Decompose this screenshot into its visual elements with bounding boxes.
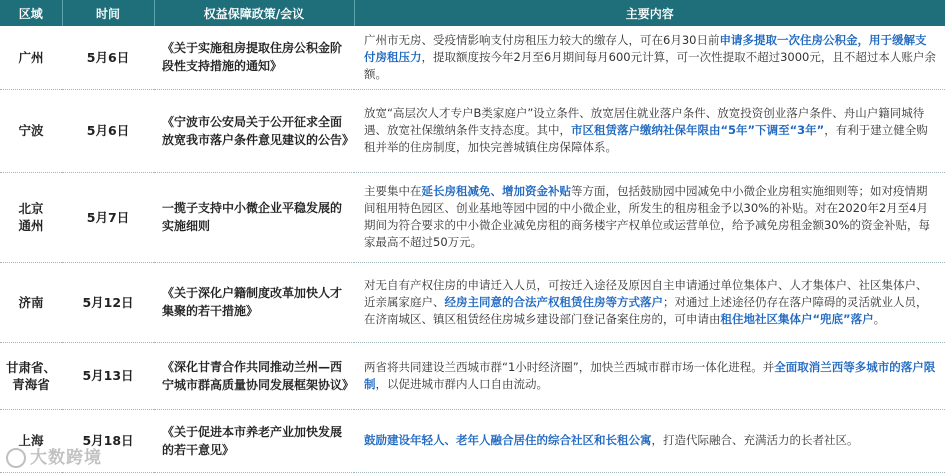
table-row — [0, 172, 945, 262]
row-policy: 《深化甘青合作共同推动兰州—西宁城市群高质量协同发展框架协议》 — [154, 342, 354, 409]
row-region: 广州 — [0, 26, 62, 89]
table-row — [0, 89, 945, 172]
row-date: 5月13日 — [62, 342, 154, 409]
highlight-text: 申请多提取一次住房公积金，用于缓解支付房租压力 — [364, 32, 927, 64]
row-content — [354, 409, 945, 472]
row-date: 5月6日 — [62, 26, 154, 89]
table-header-row — [0, 0, 945, 26]
highlight-text: 经房主同意的合法产权租赁住房等方式落户 — [444, 294, 663, 309]
header-content: 主要内容 — [354, 0, 945, 26]
content-text: ；对通过上述途径仍存在落户障碍的灵活就业人员，在济南城区、镇区租赁经住房城乡建设部门登记备案住房的，可申请由 — [364, 294, 928, 326]
table-row — [0, 26, 945, 89]
row-policy: 一揽子支持中小微企业平稳发展的实施细则 — [154, 172, 354, 262]
row-content — [354, 89, 945, 172]
row-content — [354, 262, 945, 342]
row-region: 宁波 — [0, 89, 62, 172]
watermark-icon — [6, 448, 26, 468]
row-date: 5月7日 — [62, 172, 154, 262]
content-text: 主要集中在 — [364, 184, 422, 198]
row-content — [354, 342, 945, 409]
row-date: 5月12日 — [62, 262, 154, 342]
row-date: 5月6日 — [62, 89, 154, 172]
header-date: 时间 — [62, 0, 154, 26]
content-text: ，打造代际融合、充满活力的长者社区。 — [651, 433, 859, 447]
table-row — [0, 409, 945, 472]
highlight-text: 全面取消兰西等多城市的落户限制 — [364, 359, 936, 391]
highlight-text: 鼓励建设年轻人、老年人融合居住的综合社区和长租公寓 — [364, 433, 652, 447]
table-row — [0, 342, 945, 409]
highlight-text: 延长房租减免、增加资金补贴 — [421, 184, 571, 198]
row-policy: 《宁波市公安局关于公开征求全面放宽我市落户条件意见建议的公告》 — [154, 89, 354, 172]
row-region: 甘肃省、 青海省 — [0, 342, 62, 409]
row-region: 上海 — [0, 409, 62, 472]
row-region: 济南 — [0, 262, 62, 342]
row-policy: 《关于实施租房提取住房公积金阶段性支持措施的通知》 — [154, 26, 354, 89]
content-text: 等方面，包括鼓励园中园减免中小微企业房租实施细则等；如对疫情期间租用特色园区、创业基地等园中园的中小微企业，所发生的租房租金予以30%的补贴。对在2020年2月至4月期间为符合要求的中小微企业减免房租的商务楼宇产权单位或运营单位，给予减免房租金额30%的资金补贴，每家最高不超过50万元。 — [364, 184, 931, 249]
row-content — [354, 26, 945, 89]
row-policy: 《关于促进本市养老产业加快发展的若干意见》 — [154, 409, 354, 472]
row-region: 北京 通州 — [0, 172, 62, 262]
header-region: 区域 — [0, 0, 62, 26]
content-text: ，提取额度按今年2月至6月期间每月600元计算，可一次性提取不超过3000元，且不超过本人账户余额。 — [364, 49, 936, 81]
content-text: ，有利于建立健全购租并举的住房制度，加快完善城镇住房保障体系。 — [364, 123, 928, 154]
content-text: ，以促进城市群内人口自由流动。 — [375, 376, 548, 391]
content-text: 。 — [873, 311, 886, 326]
watermark-logo — [6, 443, 102, 468]
content-text: 对无自有产权住房的申请迁入人员，可按迁入途径及原因自主申请通过单位集体户、人才集体户、社区集体户、近亲属家庭户、 — [364, 277, 928, 309]
row-policy: 《关于深化户籍制度改革加快人才集聚的若干措施》 — [154, 262, 354, 342]
highlight-text: 租住地社区集体户“兜底”落户 — [720, 311, 874, 326]
content-text: 两省将共同建设兰西城市群“1小时经济圈”，加快兰西城市群市场一体化进程。并 — [364, 359, 775, 374]
table-row — [0, 262, 945, 342]
content-text: 放宽“高层次人才专户B类家庭户”设立条件、放宽居住就业落户条件、放宽投资创业落户条件、舟山户籍同城待遇、放宽社保缴纳条件支持态度。其中， — [364, 106, 925, 137]
row-content — [354, 172, 945, 262]
watermark-text: 大数跨境 — [30, 448, 102, 468]
content-text: 广州市无房、受疫情影响支付房租压力较大的缴存人，可在6月30日前 — [364, 32, 720, 47]
header-policy: 权益保障政策/会议 — [154, 0, 354, 26]
row-date: 5月18日 — [62, 409, 154, 472]
highlight-text: 市区租赁落户缴纳社保年限由“5年”下调至“3年” — [571, 123, 825, 137]
